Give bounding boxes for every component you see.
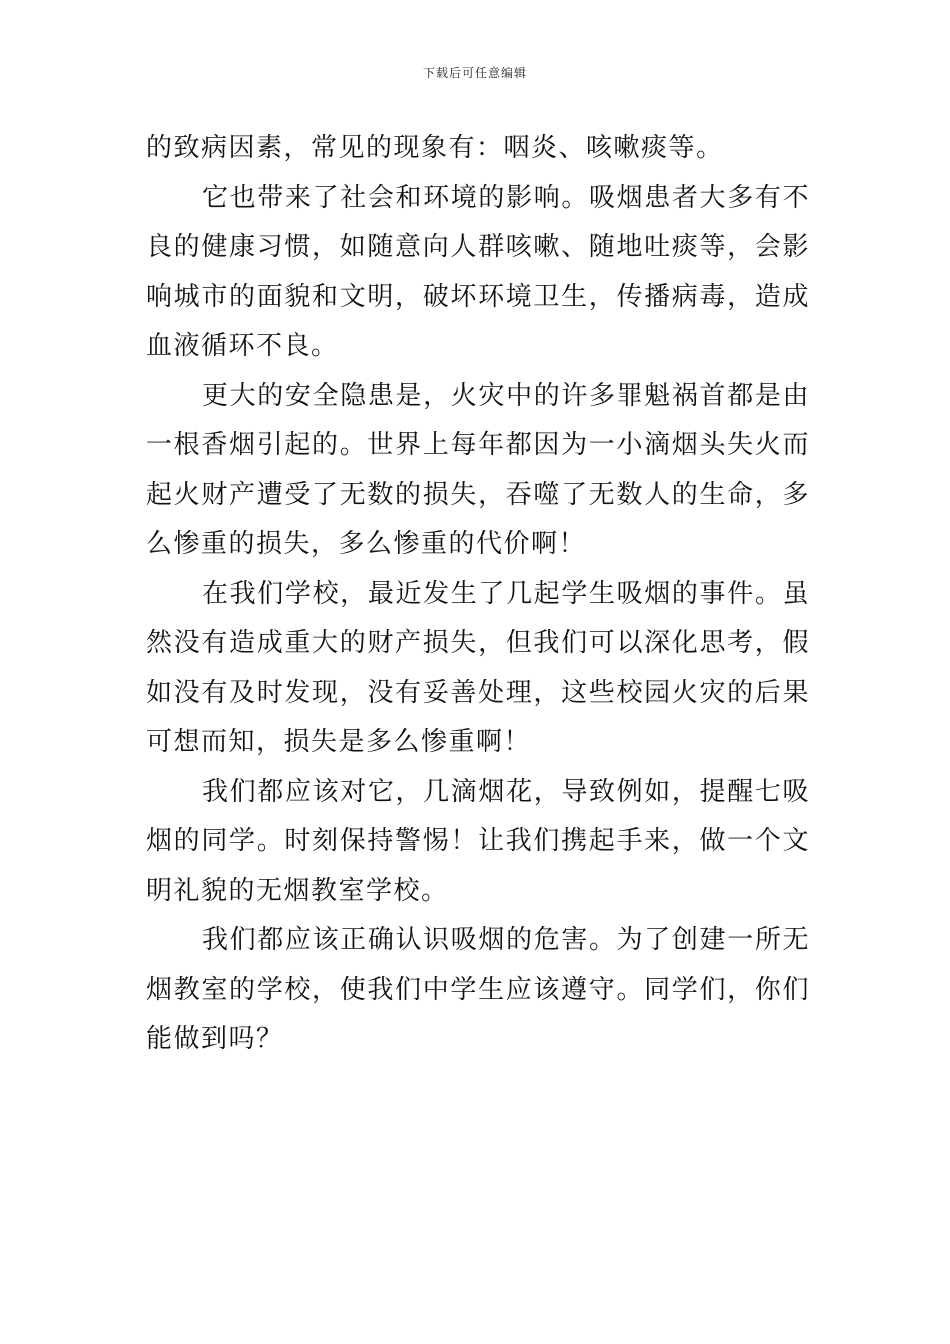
- paragraph-2: 它也带来了社会和环境的影响。吸烟患者大多有不良的健康习惯，如随意向人群咳嗽、随地吐痰等，会影响城市的面貌和文明，破坏环境卫生，传播病毒，造成血液循环不良。: [146, 182, 810, 361]
- paragraph-1: 的致病因素，常见的现象有：咽炎、咳嗽痰等。: [146, 133, 724, 163]
- paragraph-5: 我们都应该对它，几滴烟花，导致例如，提醒七吸烟的同学。时刻保持警惕！让我们携起手来，做一个文明礼貌的无烟教室学校。: [146, 776, 810, 906]
- paragraph-3: 更大的安全隐患是，火灾中的许多罪魁祸首都是由一根香烟引起的。世界上每年都因为一小滴烟头失火而起火财产遭受了无数的损失，吞噬了无数人的生命，多么惨重的损失，多么惨重的代价啊！: [146, 380, 810, 559]
- document-body: [146, 124, 810, 1065]
- paragraph-4: 在我们学校，最近发生了几起学生吸烟的事件。虽然没有造成重大的财产损失，但我们可以深化思考，假如没有及时发现，没有妥善处理，这些校园火灾的后果可想而知，损失是多么惨重啊！: [146, 578, 810, 757]
- page-header: 下载后可任意编辑: [422, 66, 527, 80]
- paragraph-6: 我们都应该正确认识吸烟的危害。为了创建一所无烟教室的学校，使我们中学生应该遵守。同学们，你们能做到吗？: [146, 925, 810, 1054]
